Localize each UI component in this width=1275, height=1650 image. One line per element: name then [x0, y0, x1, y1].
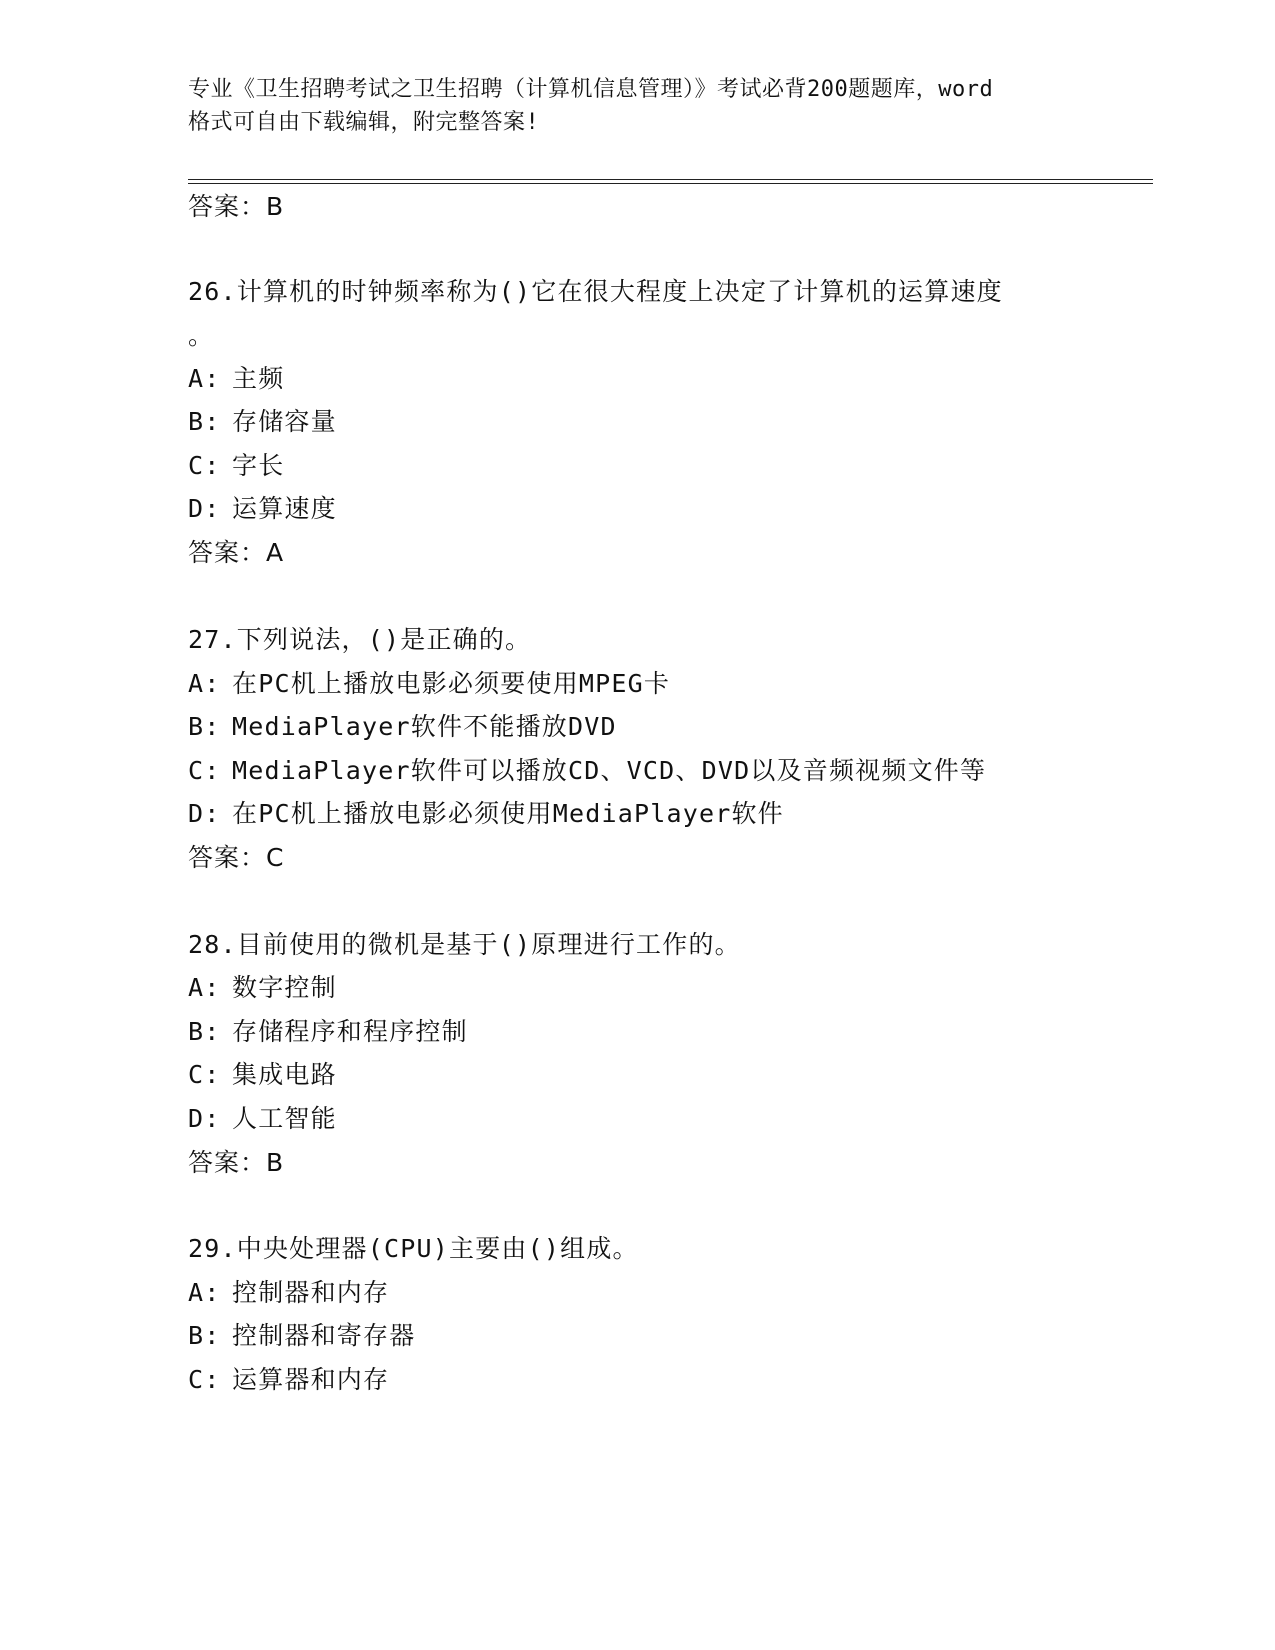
- option-a: [188, 1278, 389, 1308]
- question-stem: 29.中央处理器(CPU)主要由()组成。: [188, 1234, 639, 1263]
- option-text: 存储容量: [232, 407, 337, 436]
- option-letter: A:: [188, 364, 221, 393]
- header-divider-bottom: [188, 183, 1153, 184]
- option-letter: B:: [188, 1321, 221, 1350]
- option-text: MediaPlayer软件不能播放DVD: [232, 712, 617, 741]
- option-text: 运算器和内存: [232, 1365, 390, 1394]
- option-letter: B:: [188, 1017, 221, 1046]
- option-text: 数字控制: [232, 973, 337, 1002]
- option-text: 在PC机上播放电影必须要使用MPEG卡: [232, 669, 671, 698]
- header-line-2: 格式可自由下载编辑，附完整答案!: [188, 110, 540, 135]
- option-d: [188, 1104, 337, 1134]
- option-letter: D:: [188, 799, 221, 828]
- option-text: MediaPlayer软件可以播放CD、VCD、DVD以及音频视频文件等: [232, 756, 987, 785]
- option-letter: B:: [188, 712, 221, 741]
- option-d: [188, 494, 337, 524]
- question-stem: 26.计算机的时钟频率称为()它在很大程度上决定了计算机的运算速度: [188, 277, 1003, 306]
- option-c: [188, 1365, 389, 1395]
- document-header: [188, 73, 1088, 139]
- option-letter: C:: [188, 1060, 221, 1089]
- question-stem: 27.下列说法，()是正确的。: [188, 625, 532, 654]
- option-letter: C:: [188, 756, 221, 785]
- option-letter: D:: [188, 494, 221, 523]
- question-stem: 28.目前使用的微机是基于()原理进行工作的。: [188, 930, 741, 959]
- option-text: 控制器和内存: [232, 1278, 390, 1307]
- answer-line: 答案：B: [188, 192, 285, 221]
- answer-line: 答案：C: [188, 843, 285, 872]
- option-b: [188, 1321, 415, 1351]
- header-divider-top: [188, 179, 1153, 180]
- question-stem-continuation: 。: [188, 321, 215, 350]
- answer-line: 答案：B: [188, 1148, 285, 1177]
- option-text: 集成电路: [232, 1060, 337, 1089]
- option-text: 运算速度: [232, 494, 337, 523]
- option-letter: B:: [188, 407, 221, 436]
- option-letter: D:: [188, 1104, 221, 1133]
- option-d: [188, 799, 784, 829]
- option-text: 主频: [232, 364, 285, 393]
- option-c: [188, 451, 284, 481]
- option-a: [188, 669, 670, 699]
- header-line-1: 专业《卫生招聘考试之卫生招聘（计算机信息管理）》考试必背200题题库，word: [188, 77, 994, 102]
- option-text: 在PC机上播放电影必须使用MediaPlayer软件: [232, 799, 784, 828]
- option-text: 控制器和寄存器: [232, 1321, 416, 1350]
- option-a: [188, 973, 337, 1003]
- option-letter: A:: [188, 1278, 221, 1307]
- option-c: [188, 756, 986, 786]
- option-a: [188, 364, 284, 394]
- option-c: [188, 1060, 337, 1090]
- option-letter: A:: [188, 669, 221, 698]
- option-text: 字长: [232, 451, 285, 480]
- option-letter: A:: [188, 973, 221, 1002]
- option-b: [188, 1017, 468, 1047]
- option-text: 存储程序和程序控制: [232, 1017, 468, 1046]
- option-text: 人工智能: [232, 1104, 337, 1133]
- option-b: [188, 407, 337, 437]
- option-letter: C:: [188, 1365, 221, 1394]
- option-b: [188, 712, 617, 742]
- option-letter: C:: [188, 451, 221, 480]
- answer-line: 答案：A: [188, 538, 285, 567]
